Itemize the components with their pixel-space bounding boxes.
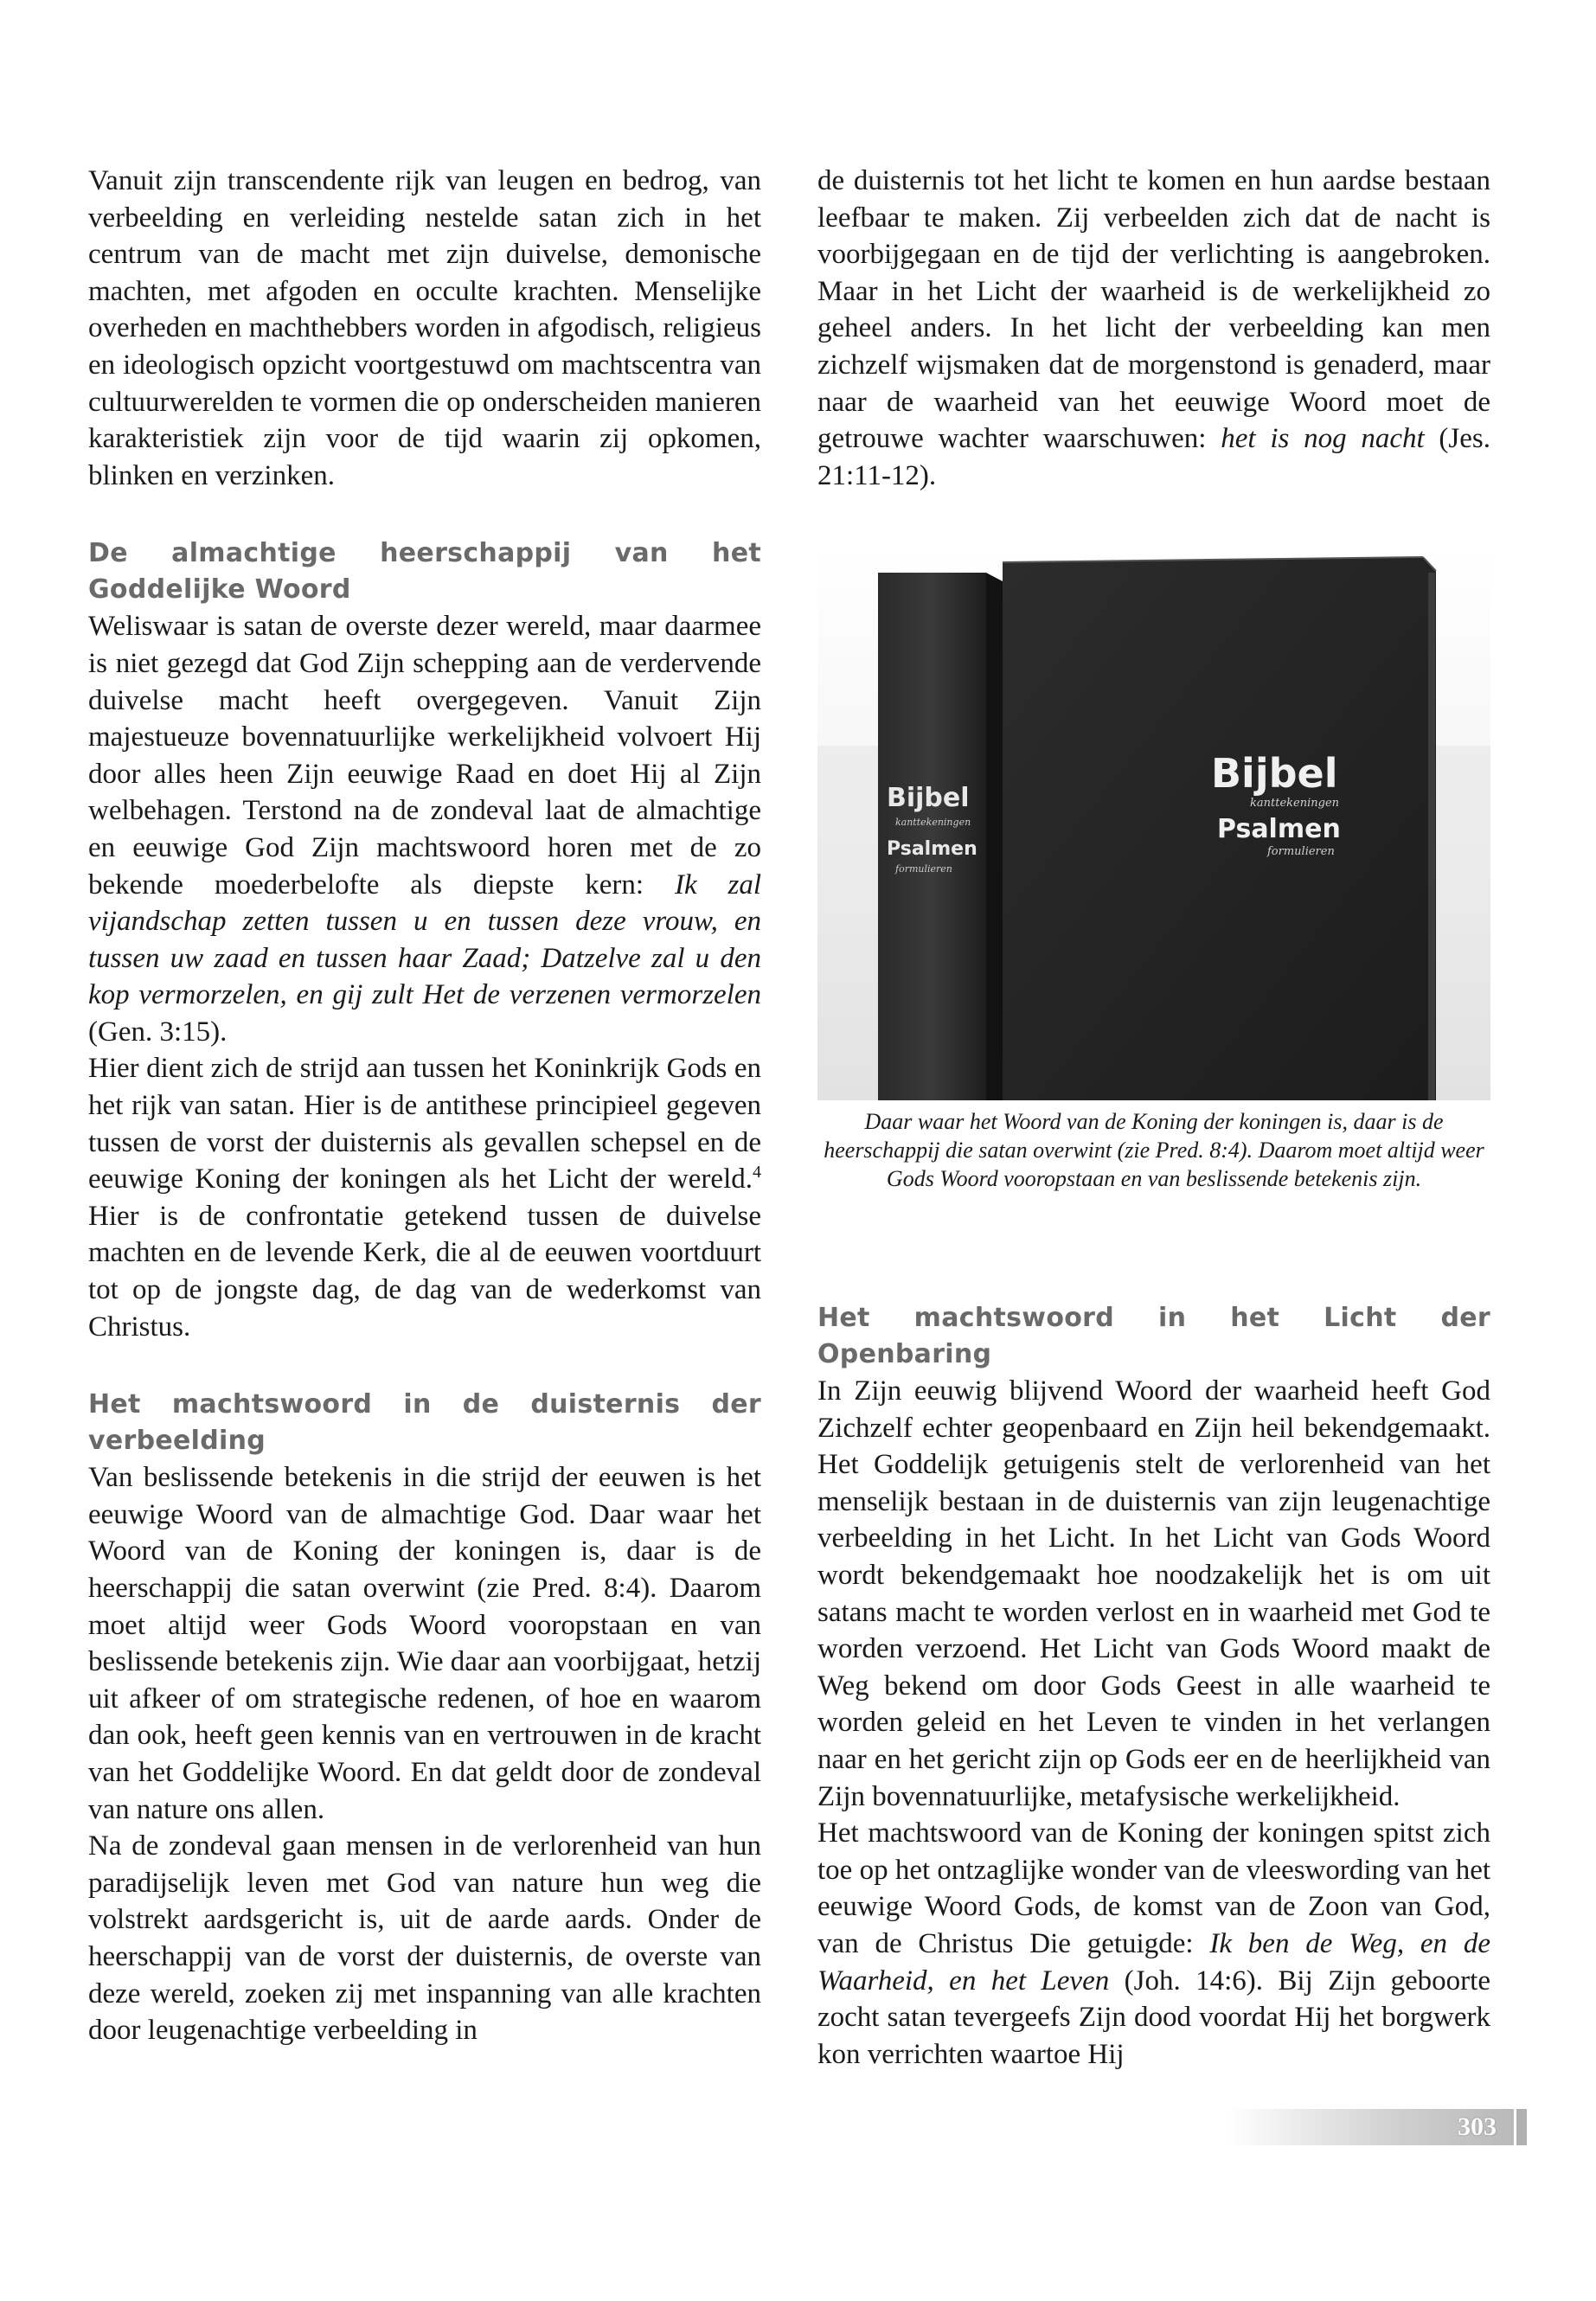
paragraph: Het machtswoord van de Koning der koningen spitst zich toe op het ontzaglijke wonder van de vleeswording van het eeuwige Woord Gods, de komst van de Zoon van God, van de Christus Die getuigde: Ik ben de Weg, en de Waarheid, en het Leven (Joh. 14:6). Bij Zijn geboorte zocht satan tevergeefs Zijn dood voordat Hij het borgwerk kon verrichten waartoe Hij (817, 1817, 1491, 2070)
cover-subtitle-2: formulieren (1267, 845, 1335, 858)
section-heading: Het machtswoord in de duisternis der verbeelding (88, 1389, 761, 1457)
cover-title-2: Psalmen (1217, 814, 1341, 844)
paragraph: In Zijn eeuwig blijvend Woord der waarheid heeft God Zichzelf echter geopenbaard en Zijn heil bekendgemaakt. Het Goddelijk getuigenis stelt de verlorenheid van het menselijk bestaan in de duisternis van zijn leugenachtige verbeelding in het Licht. In het Licht van Gods Woord wordt bekendgemaakt hoe noodzakelijk het is om uit satans macht te worden verlost en in waarheid met God te worden verzoend. Het Licht van Gods Woord maakt de Weg bekend om door Gods Geest in alle waarheid te worden geleid en het Leven te vinden in het verlangen naar en het gericht zijn op Gods eer en de heerlijkheid van Zijn bovennatuurlijke, metafysische werkelijkheid. (817, 1375, 1490, 1812)
right-column (817, 163, 1490, 494)
spine-title: Bijbel (887, 783, 970, 813)
bible-book-image (817, 547, 1490, 1100)
bible-photo (817, 547, 1490, 1100)
paragraph: Weliswaar is satan de overste dezer wereld, maar daarmee is niet gezegd dat God Zijn schepping aan de verdervende duivelse macht heeft overgegeven. Vanuit Zijn majestueuze bovennatuurlijke werkelijkheid volvoert Hij door alles heen Zijn eeuwige Raad en doet Hij al Zijn welbehagen. Terstond na de zondeval laat de almachtige en eeuwige God Zijn machtswoord horen met de zo bekende moederbelofte als diepste kern: Ik zal vijandschap zetten tussen u en tussen deze vrouw, en tussen uw zaad en tussen haar Zaad; Datzelve zal u den kop vermorzelen, en gij zult Het de verzenen vermorzelen (Gen. 3:15). (88, 611, 761, 1048)
paragraph: de duisternis tot het licht te komen en hun aardse bestaan leefbaar te maken. Zij verbeelden zich dat de nacht is voorbijgegaan en de tijd der verlichting is aangebroken. Maar in het Licht der waarheid is de werkelijkheid zo geheel anders. In het licht der verbeelding kan men zichzelf wijsmaken dat de morgenstond is genaderd, maar naar de waarheid van het eeuwige Woord moet de getrouwe wachter waarschuwen: het is nog nacht (Jes. 21:11-12). (817, 165, 1490, 491)
bible-quote: Ik zal vijandschap zetten tussen u en tussen deze vrouw, en tussen uw zaad en tussen haar Zaad; Datzelve zal u den kop vermorzelen, en gij zult Het de verzenen vermorzelen (88, 868, 761, 1011)
page-number: 303 (1458, 2112, 1497, 2141)
section-heading: Het machtswoord in het Licht der Openbaring (817, 1303, 1490, 1369)
right-column-lower (817, 1300, 1490, 2073)
section-heading: De almachtige heerschappij van het Goddelijke Woord (88, 538, 761, 606)
paragraph: Van beslissende betekenis in die strijd der eeuwen is het eeuwige Woord van de almachtige God. Daar waar het Woord van de Koning der koningen is, daar is de heerschappij die satan overwint (zie Pred. 8:4). Daarom moet altijd weer Gods Woord vooropstaan en van beslissende betekenis zijn. Wie daar aan voorbijgaat, hetzij uit afkeer of om strategische redenen, of hoe en waarom dan ook, heeft geen kennis van en vertrouwen in de kracht van het Goddelijke Woord. En dat geldt door de zondeval van nature ons allen. (88, 1462, 761, 1825)
footnote-marker: 4 (753, 1163, 761, 1183)
cover-title: Bijbel (1211, 750, 1338, 797)
bible-quote: het is nog nacht (1221, 423, 1425, 455)
bible-quote: Ik ben de Weg, en de Waarheid, en het Leven (817, 1927, 1490, 1997)
left-column (88, 163, 761, 2049)
cover-subtitle: kanttekeningen (1250, 797, 1340, 810)
spine-title-2: Psalmen (887, 838, 977, 860)
book-spine (878, 573, 986, 1100)
photo-caption: Daar waar het Woord van de Koning der koningen is, daar is de heerschappij die satan overwint (zie Pred. 8:4). Daarom moet altijd weer Gods Woord vooropstaan en van beslissende betekenis zijn. (824, 1109, 1484, 1191)
paragraph: Na de zondeval gaan mensen in de verlorenheid van hun paradijselijk leven met God van nature hun weg die volstrekt aardsgericht is, uit de aarde aards. Onder de heerschappij van de vorst der duisternis, de overste van deze wereld, zoeken zij met inspanning van alle krachten door leugenachtige verbeelding in (88, 1830, 761, 2047)
spine-subtitle: kanttekeningen (895, 817, 971, 828)
spine-subtitle-2: formulieren (895, 863, 952, 875)
page-number-bar-end (1516, 2109, 1527, 2145)
paragraph: Hier dient zich de strijd aan tussen het Koninkrijk Gods en het rijk van satan. Hier is de antithese principieel gegeven tussen de vorst der duisternis als gevallen schepsel en de eeuwige Koning der koningen als het Licht der wereld.$^4$ Hier is de confrontatie getekend tussen de duivelse machten en de levende Kerk, die al de eeuwen voortduurt tot op de jongste dag, de dag van de wederkomst van Christus. (88, 1053, 761, 1343)
paragraph: Vanuit zijn transcendente rijk van leugen en bedrog, van verbeelding en verleiding nestelde satan zich in het centrum van de macht met zijn duivelse, demonische machten, met afgoden en occulte krachten. Menselijke overheden en machthebbers worden in afgodisch, religieus en ideologisch opzicht voortgestuwd om machtscentra van cultuurwerelden te vormen die op onderscheiden manieren karakteristiek zijn voor de tijd waarin zij opkomen, blinken en verzinken. (88, 165, 761, 491)
